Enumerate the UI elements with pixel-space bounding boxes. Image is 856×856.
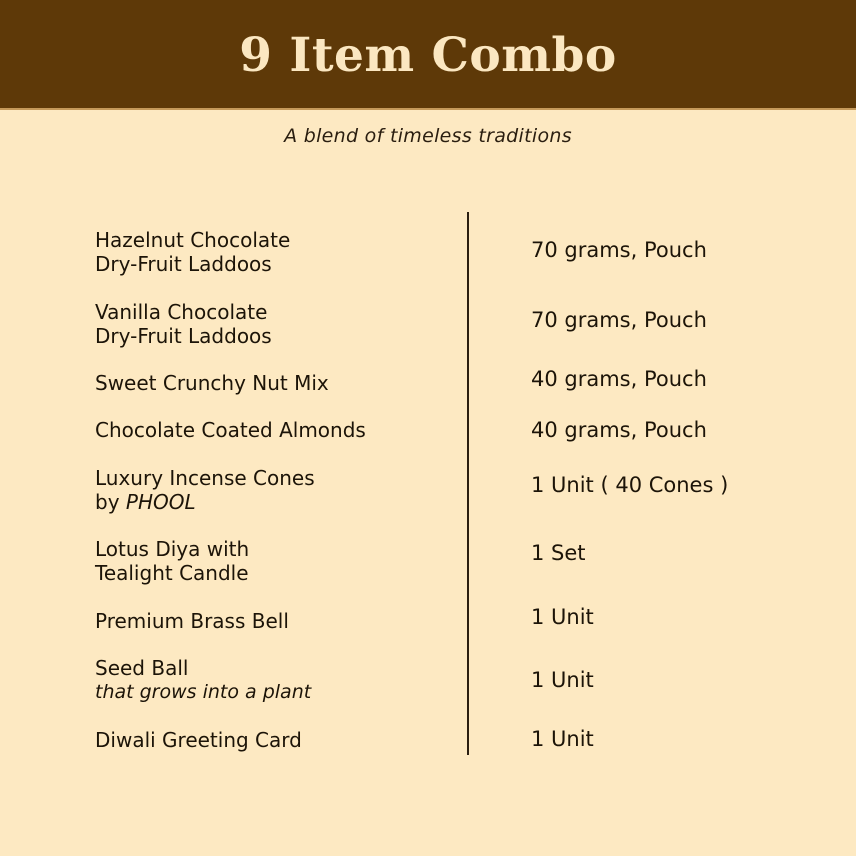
item-tagline: that grows into a plant — [95, 681, 312, 703]
header-banner — [0, 0, 856, 110]
column-divider — [467, 212, 469, 755]
item-name — [95, 418, 366, 442]
item-name-line: Sweet Crunchy Nut Mix — [95, 371, 329, 395]
item-name — [95, 537, 249, 585]
brand-name: PHOOL — [125, 490, 196, 514]
item-name-line: Lotus Diya with — [95, 537, 250, 561]
item-name — [95, 228, 290, 276]
item-quantity: 1 Unit ( 40 Cones ) — [531, 473, 729, 497]
item-name — [95, 466, 315, 514]
item-name — [95, 656, 311, 704]
page-subtitle: A blend of timeless traditions — [284, 125, 572, 147]
page-title: 9 Item Combo — [239, 28, 617, 83]
item-name-line: Tealight Candle — [95, 561, 249, 585]
item-name-line: Dry-Fruit Laddoos — [95, 252, 272, 276]
item-name-line: Hazelnut Chocolate — [95, 228, 291, 252]
item-name-line: Dry-Fruit Laddoos — [95, 324, 272, 348]
item-quantity: 1 Unit — [531, 668, 594, 692]
item-quantity: 40 grams, Pouch — [531, 418, 707, 442]
item-name-line — [95, 490, 315, 514]
item-quantity: 1 Set — [531, 541, 586, 565]
item-quantity: 70 grams, Pouch — [531, 308, 707, 332]
item-name — [95, 609, 289, 633]
item-name-line: Chocolate Coated Almonds — [95, 418, 366, 442]
item-quantity: 40 grams, Pouch — [531, 367, 707, 391]
item-name-line: Diwali Greeting Card — [95, 728, 302, 752]
item-name-line: Luxury Incense Cones — [95, 466, 315, 490]
item-name-line: Vanilla Chocolate — [95, 300, 268, 324]
item-quantity: 70 grams, Pouch — [531, 238, 707, 262]
item-name-line: Seed Ball — [95, 656, 189, 680]
item-quantity: 1 Unit — [531, 605, 594, 629]
item-quantity: 1 Unit — [531, 727, 594, 751]
item-name-prefix: by — [95, 490, 126, 514]
item-name — [95, 371, 329, 395]
item-name — [95, 300, 272, 348]
item-name — [95, 728, 302, 752]
item-name-line: Premium Brass Bell — [95, 609, 289, 633]
